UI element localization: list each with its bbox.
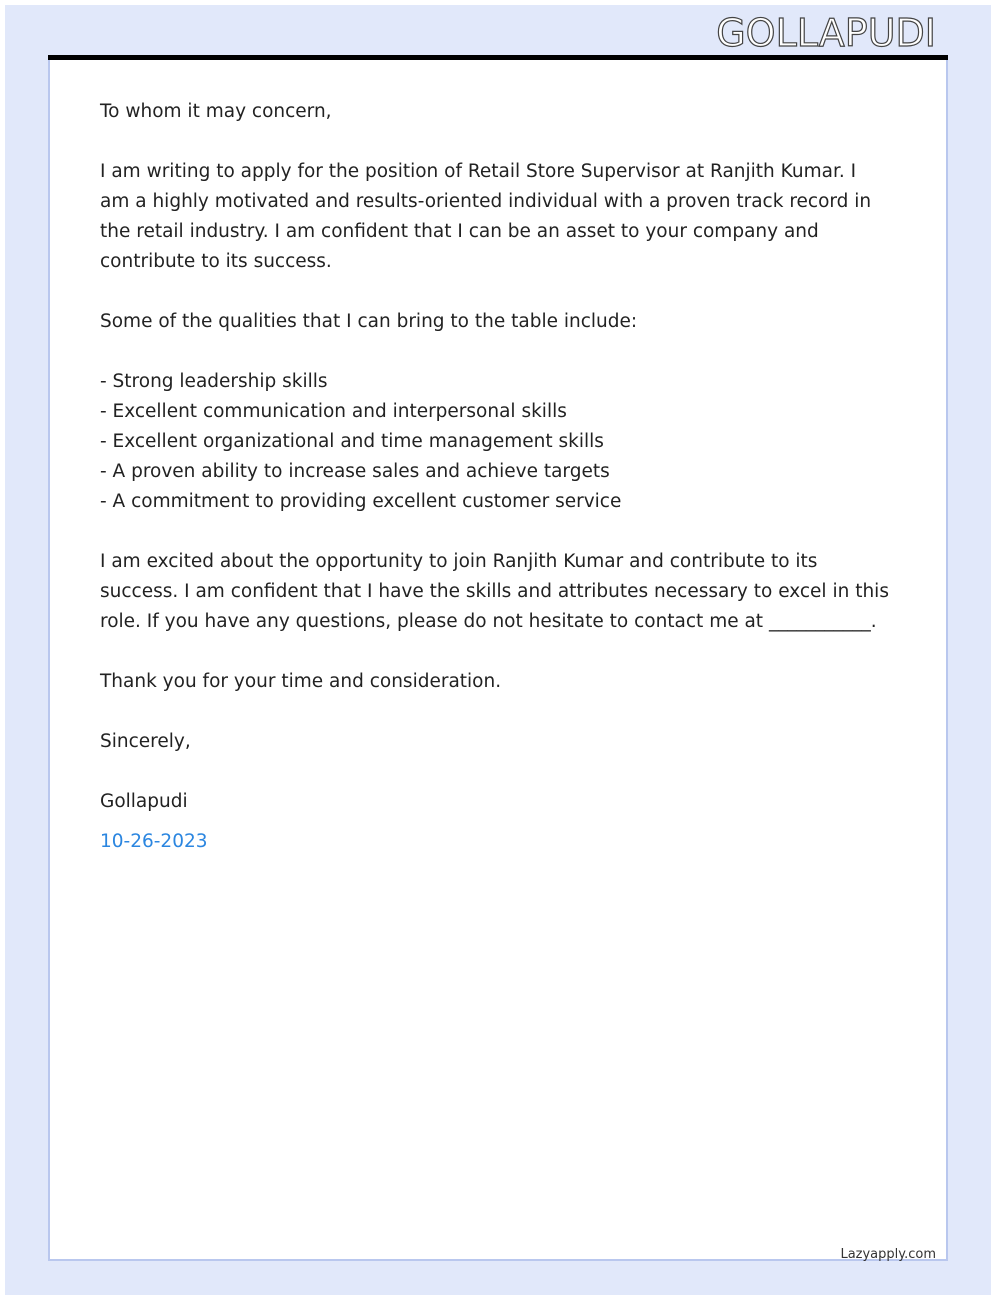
footer-site-label: Lazyapply.com bbox=[840, 1247, 936, 1262]
brand-name: GOLLAPUDI bbox=[716, 11, 936, 55]
spacer bbox=[100, 817, 890, 827]
list-item: - Excellent organizational and time management skills bbox=[100, 431, 604, 452]
spacer bbox=[100, 277, 890, 307]
signature-name: Gollapudi bbox=[100, 791, 188, 812]
closing-salutation: Sincerely, bbox=[100, 731, 191, 752]
list-item: - A proven ability to increase sales and achieve targets bbox=[100, 461, 610, 482]
salutation: To whom it may concern, bbox=[100, 101, 332, 122]
spacer bbox=[100, 517, 890, 547]
letter-date: 10-26-2023 bbox=[100, 831, 208, 852]
qualities-intro: Some of the qualities that I can bring to the table include: bbox=[100, 311, 638, 332]
closing-paragraph: I am excited about the opportunity to join Ranjith Kumar and contribute to its success. I am confident that I have the skills and attributes necessary to excel in this role. If you have any questions, please do not hesitate to contact me at ___________. bbox=[100, 551, 889, 632]
letter-body bbox=[100, 97, 890, 857]
spacer bbox=[100, 697, 890, 727]
qualities-list bbox=[100, 367, 890, 517]
list-item: - Excellent communication and interpersonal skills bbox=[100, 401, 567, 422]
spacer bbox=[100, 337, 890, 367]
spacer bbox=[100, 637, 890, 667]
spacer bbox=[100, 127, 890, 157]
thanks-line: Thank you for your time and consideration. bbox=[100, 671, 502, 692]
list-item: - A commitment to providing excellent customer service bbox=[100, 491, 622, 512]
intro-paragraph: I am writing to apply for the position of Retail Store Supervisor at Ranjith Kumar. I am a highly motivated and results-oriented individual with a proven track record in the retail industry. I am confident that I can be an asset to your company and contribute to its success. bbox=[100, 161, 872, 272]
list-item: - Strong leadership skills bbox=[100, 371, 328, 392]
spacer bbox=[100, 757, 890, 787]
